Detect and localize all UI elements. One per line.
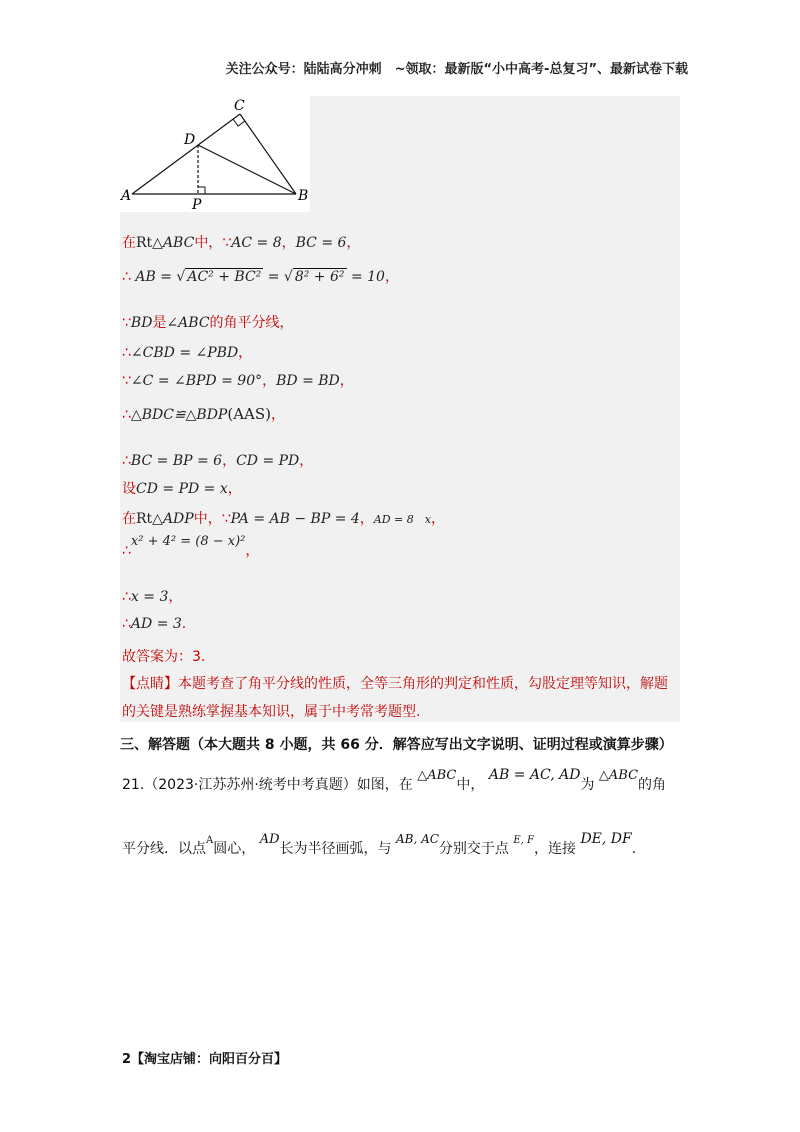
segment-CB <box>240 114 296 194</box>
label-P: P <box>192 197 202 212</box>
solution-line-3: ∵BD是∠ABC的角平分线， <box>122 315 294 331</box>
page-header: 关注公众号：陆陆高分冲刺 ~领取：最新版“小中高考-总复习”、最新试卷下载 <box>225 62 688 77</box>
right-angle-P <box>198 187 205 194</box>
solution-line-1: 在Rt△ABC中，∵AC = 8，BC = 6， <box>122 235 361 251</box>
q21-line-2: 平分线．以点$^A$圆心， AD长为半径画弧，与 AB, AC分别交于点 $^{E, F}$，连接 DE, DF. <box>122 831 637 857</box>
solution-line-10: ∴x² + 4² = (8 − x)²， <box>122 534 260 559</box>
solution-line-7: ∴BC = BP = 6，CD = PD， <box>122 453 314 469</box>
segment-DB <box>198 145 296 194</box>
solution-line-12: ∴AD = 3. <box>122 616 187 632</box>
right-angle-C <box>233 119 245 126</box>
label-D: D <box>184 132 196 148</box>
segment-AC <box>132 114 240 194</box>
key-point-note: 【点睛】本题考查了角平分线的性质，全等三角形的判定和性质，勾股定理等知识，解题的关键是熟练掌握基本知识，属于中考常考题型. <box>122 676 668 720</box>
label-C: C <box>234 98 245 114</box>
solution-line-8: 设CD = PD = x， <box>122 481 242 497</box>
page-footer: 2【淘宝店铺：向阳百分百】 <box>122 1052 288 1067</box>
solution-line-11: ∴x = 3， <box>122 589 183 605</box>
label-A: A <box>121 188 132 204</box>
solution-line-5: ∵∠C = ∠BPD = 90°，BD = BD， <box>122 373 354 389</box>
section-title: 三、解答题（本大题共 8 小题，共 66 分．解答应写出文字说明、证明过程或演算步骤） <box>120 737 673 753</box>
solution-line-2: ∴ AB = √ AC² + BC² = √ 8² + 6² = 10， <box>122 269 399 285</box>
solution-line-9: 在Rt△ADP中，∵PA = AB − BP = 4，AD = 8 x， <box>122 511 445 527</box>
solution-line-4: ∴∠CBD = ∠PBD， <box>122 345 253 361</box>
answer-line: 故答案为：3. <box>122 649 206 665</box>
solution-line-6: ∴△BDC≌△BDP(AAS)， <box>122 405 285 423</box>
triangle-figure <box>120 96 310 212</box>
label-B: B <box>298 188 309 204</box>
q21-line-1: 21.（2023·江苏苏州·统考中考真题）如图，在 △ABC中， AB = AC, AD为 △ABC的角 <box>122 767 667 793</box>
